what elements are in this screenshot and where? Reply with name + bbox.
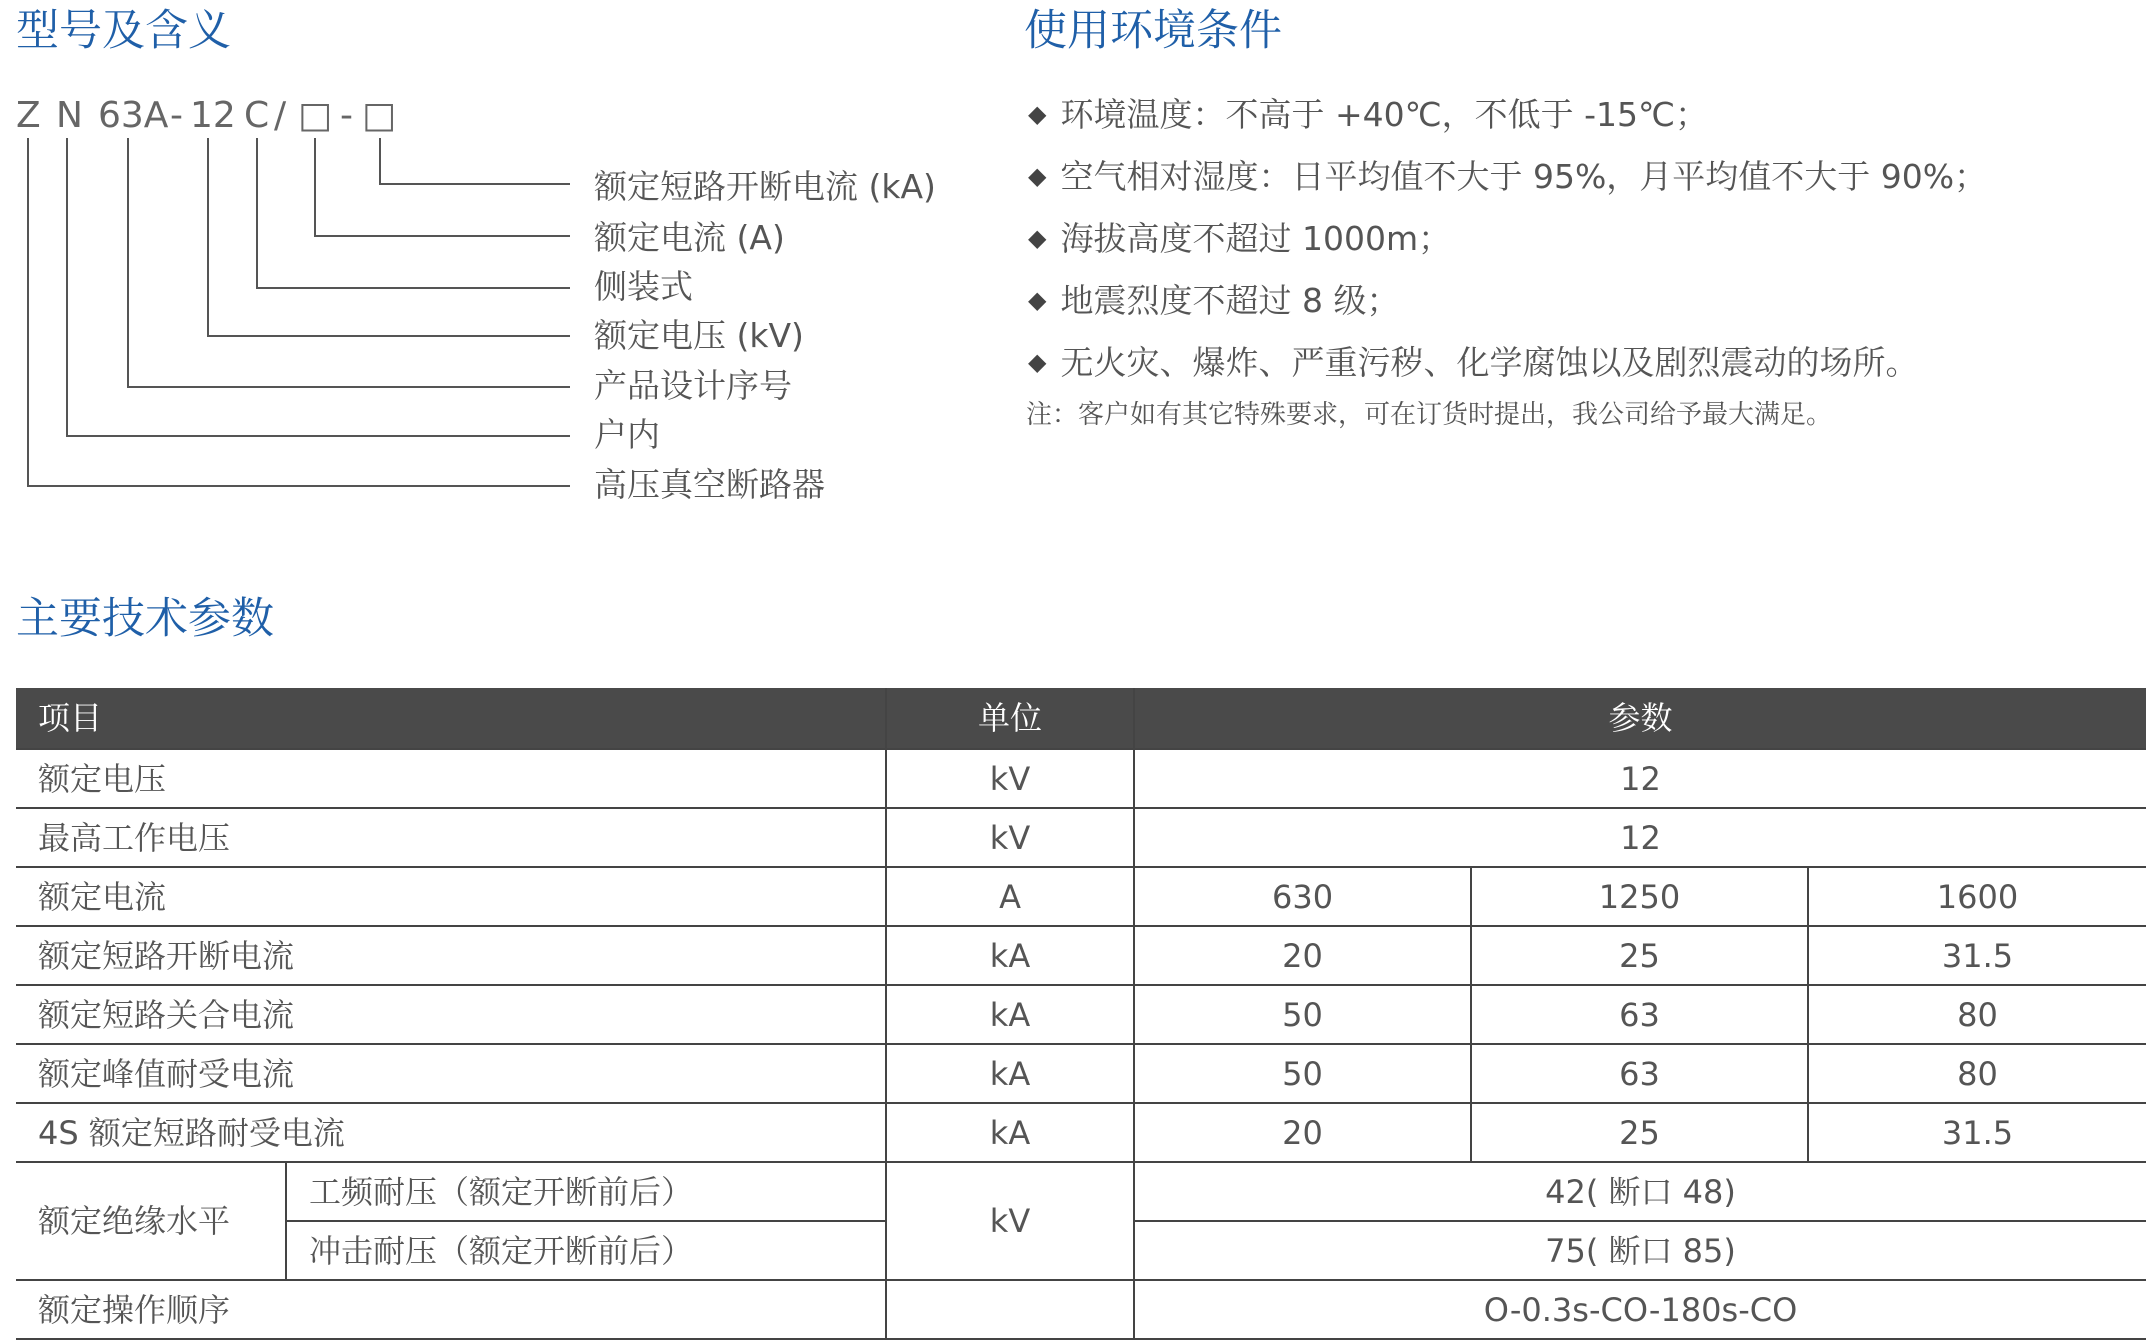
specs-heading: 主要技术参数 (16, 594, 274, 644)
model-heading: 型号及含义 (16, 6, 231, 56)
row-unit (886, 1280, 1134, 1339)
row-item: 4S 额定短路耐受电流 (16, 1103, 886, 1162)
table-row (16, 1044, 2146, 1103)
table-row (16, 1280, 2146, 1339)
meaning-breaking-current: 额定短路开断电流 (kA) (594, 167, 936, 206)
row-value: 80 (1808, 985, 2146, 1044)
table-row (16, 926, 2146, 985)
row-unit: kV (886, 808, 1134, 867)
row-unit: kA (886, 926, 1134, 985)
row-item: 额定短路关合电流 (16, 985, 886, 1044)
code-breaking-box: □ (362, 95, 397, 136)
row-item: 额定短路开断电流 (16, 926, 886, 985)
col-header-unit: 单位 (886, 688, 1134, 749)
env-item-text: 空气相对湿度：日平均值不大于 95%，月平均值不大于 90%； (1060, 157, 1988, 196)
row-value: 31.5 (1808, 926, 2146, 985)
row-value: 75( 断口 85) (1134, 1221, 2146, 1280)
row-unit: kV (886, 749, 1134, 808)
row-value: 20 (1134, 926, 1471, 985)
diamond-bullet-icon: ◆ (1028, 100, 1047, 128)
diamond-bullet-icon: ◆ (1028, 286, 1047, 314)
table-header-row (16, 688, 2146, 749)
row-value: 42( 断口 48) (1134, 1162, 2146, 1221)
diamond-bullet-icon: ◆ (1028, 348, 1047, 376)
table-row (16, 985, 2146, 1044)
row-item-insulation: 额定绝缘水平 (16, 1162, 286, 1280)
row-value: 50 (1134, 985, 1471, 1044)
meaning-rated-voltage: 额定电压 (kV) (594, 316, 804, 355)
meaning-side-mount: 侧装式 (594, 267, 693, 306)
col-header-params: 参数 (1134, 688, 2146, 749)
row-value: 1250 (1471, 867, 1808, 926)
code-current-box: □ (298, 95, 333, 136)
row-item: 额定操作顺序 (16, 1280, 886, 1339)
row-subitem: 冲击耐压（额定开断前后） (286, 1221, 886, 1280)
meaning-indoor: 户内 (594, 415, 660, 454)
row-value: 1600 (1808, 867, 2146, 926)
env-item-text: 海拔高度不超过 1000m； (1060, 219, 1452, 258)
row-unit: kV (886, 1162, 1134, 1280)
env-item (1028, 281, 1400, 320)
code-voltage: 12 (190, 95, 236, 136)
env-item (1028, 95, 1709, 134)
row-unit: kA (886, 1103, 1134, 1162)
code-design-seq: 63A (98, 95, 169, 136)
row-item: 额定电流 (16, 867, 886, 926)
row-item: 最高工作电压 (16, 808, 886, 867)
row-value: 31.5 (1808, 1103, 2146, 1162)
row-value: 80 (1808, 1044, 2146, 1103)
table-row (16, 1103, 2146, 1162)
row-unit: kA (886, 985, 1134, 1044)
meaning-hv-vacuum-breaker: 高压真空断路器 (594, 465, 825, 504)
meaning-rated-current: 额定电流 (A) (594, 218, 785, 257)
code-dash-2: - (340, 95, 353, 136)
table-row (16, 1162, 2146, 1221)
code-n: N (56, 95, 83, 136)
row-subitem: 工频耐压（额定开断前后） (286, 1162, 886, 1221)
specs-table (16, 688, 2146, 1340)
code-dash-1: - (170, 95, 183, 136)
meaning-design-seq: 产品设计序号 (594, 366, 792, 405)
diamond-bullet-icon: ◆ (1028, 224, 1047, 252)
row-value: 63 (1471, 1044, 1808, 1103)
env-item-text: 无火灾、爆炸、严重污秽、化学腐蚀以及剧烈震动的场所。 (1060, 343, 1919, 382)
row-unit: A (886, 867, 1134, 926)
row-value: 12 (1134, 749, 2146, 808)
row-item: 额定峰值耐受电流 (16, 1044, 886, 1103)
env-item-text: 环境温度：不高于 +40℃，不低于 -15℃； (1060, 95, 1709, 134)
table-row (16, 808, 2146, 867)
env-item-text: 地震烈度不超过 8 级； (1060, 281, 1400, 320)
row-value: 63 (1471, 985, 1808, 1044)
row-value: 25 (1471, 1103, 1808, 1162)
row-value: 12 (1134, 808, 2146, 867)
code-c: C (244, 95, 270, 136)
environment-heading: 使用环境条件 (1024, 6, 1282, 56)
code-z: Z (16, 95, 41, 136)
env-item (1028, 157, 1988, 196)
row-item: 额定电压 (16, 749, 886, 808)
diamond-bullet-icon: ◆ (1028, 162, 1047, 190)
env-item (1028, 219, 1452, 258)
table-row (16, 749, 2146, 808)
row-value: 20 (1134, 1103, 1471, 1162)
code-slash: / (274, 95, 287, 136)
table-row (16, 867, 2146, 926)
row-value: O-0.3s-CO-180s-CO (1134, 1280, 2146, 1339)
col-header-item: 项目 (16, 688, 886, 749)
row-value: 25 (1471, 926, 1808, 985)
row-unit: kA (886, 1044, 1134, 1103)
environment-note: 注：客户如有其它特殊要求，可在订货时提出，我公司给予最大满足。 (1026, 400, 1833, 430)
row-value: 50 (1134, 1044, 1471, 1103)
env-item (1028, 343, 1919, 382)
row-value: 630 (1134, 867, 1471, 926)
